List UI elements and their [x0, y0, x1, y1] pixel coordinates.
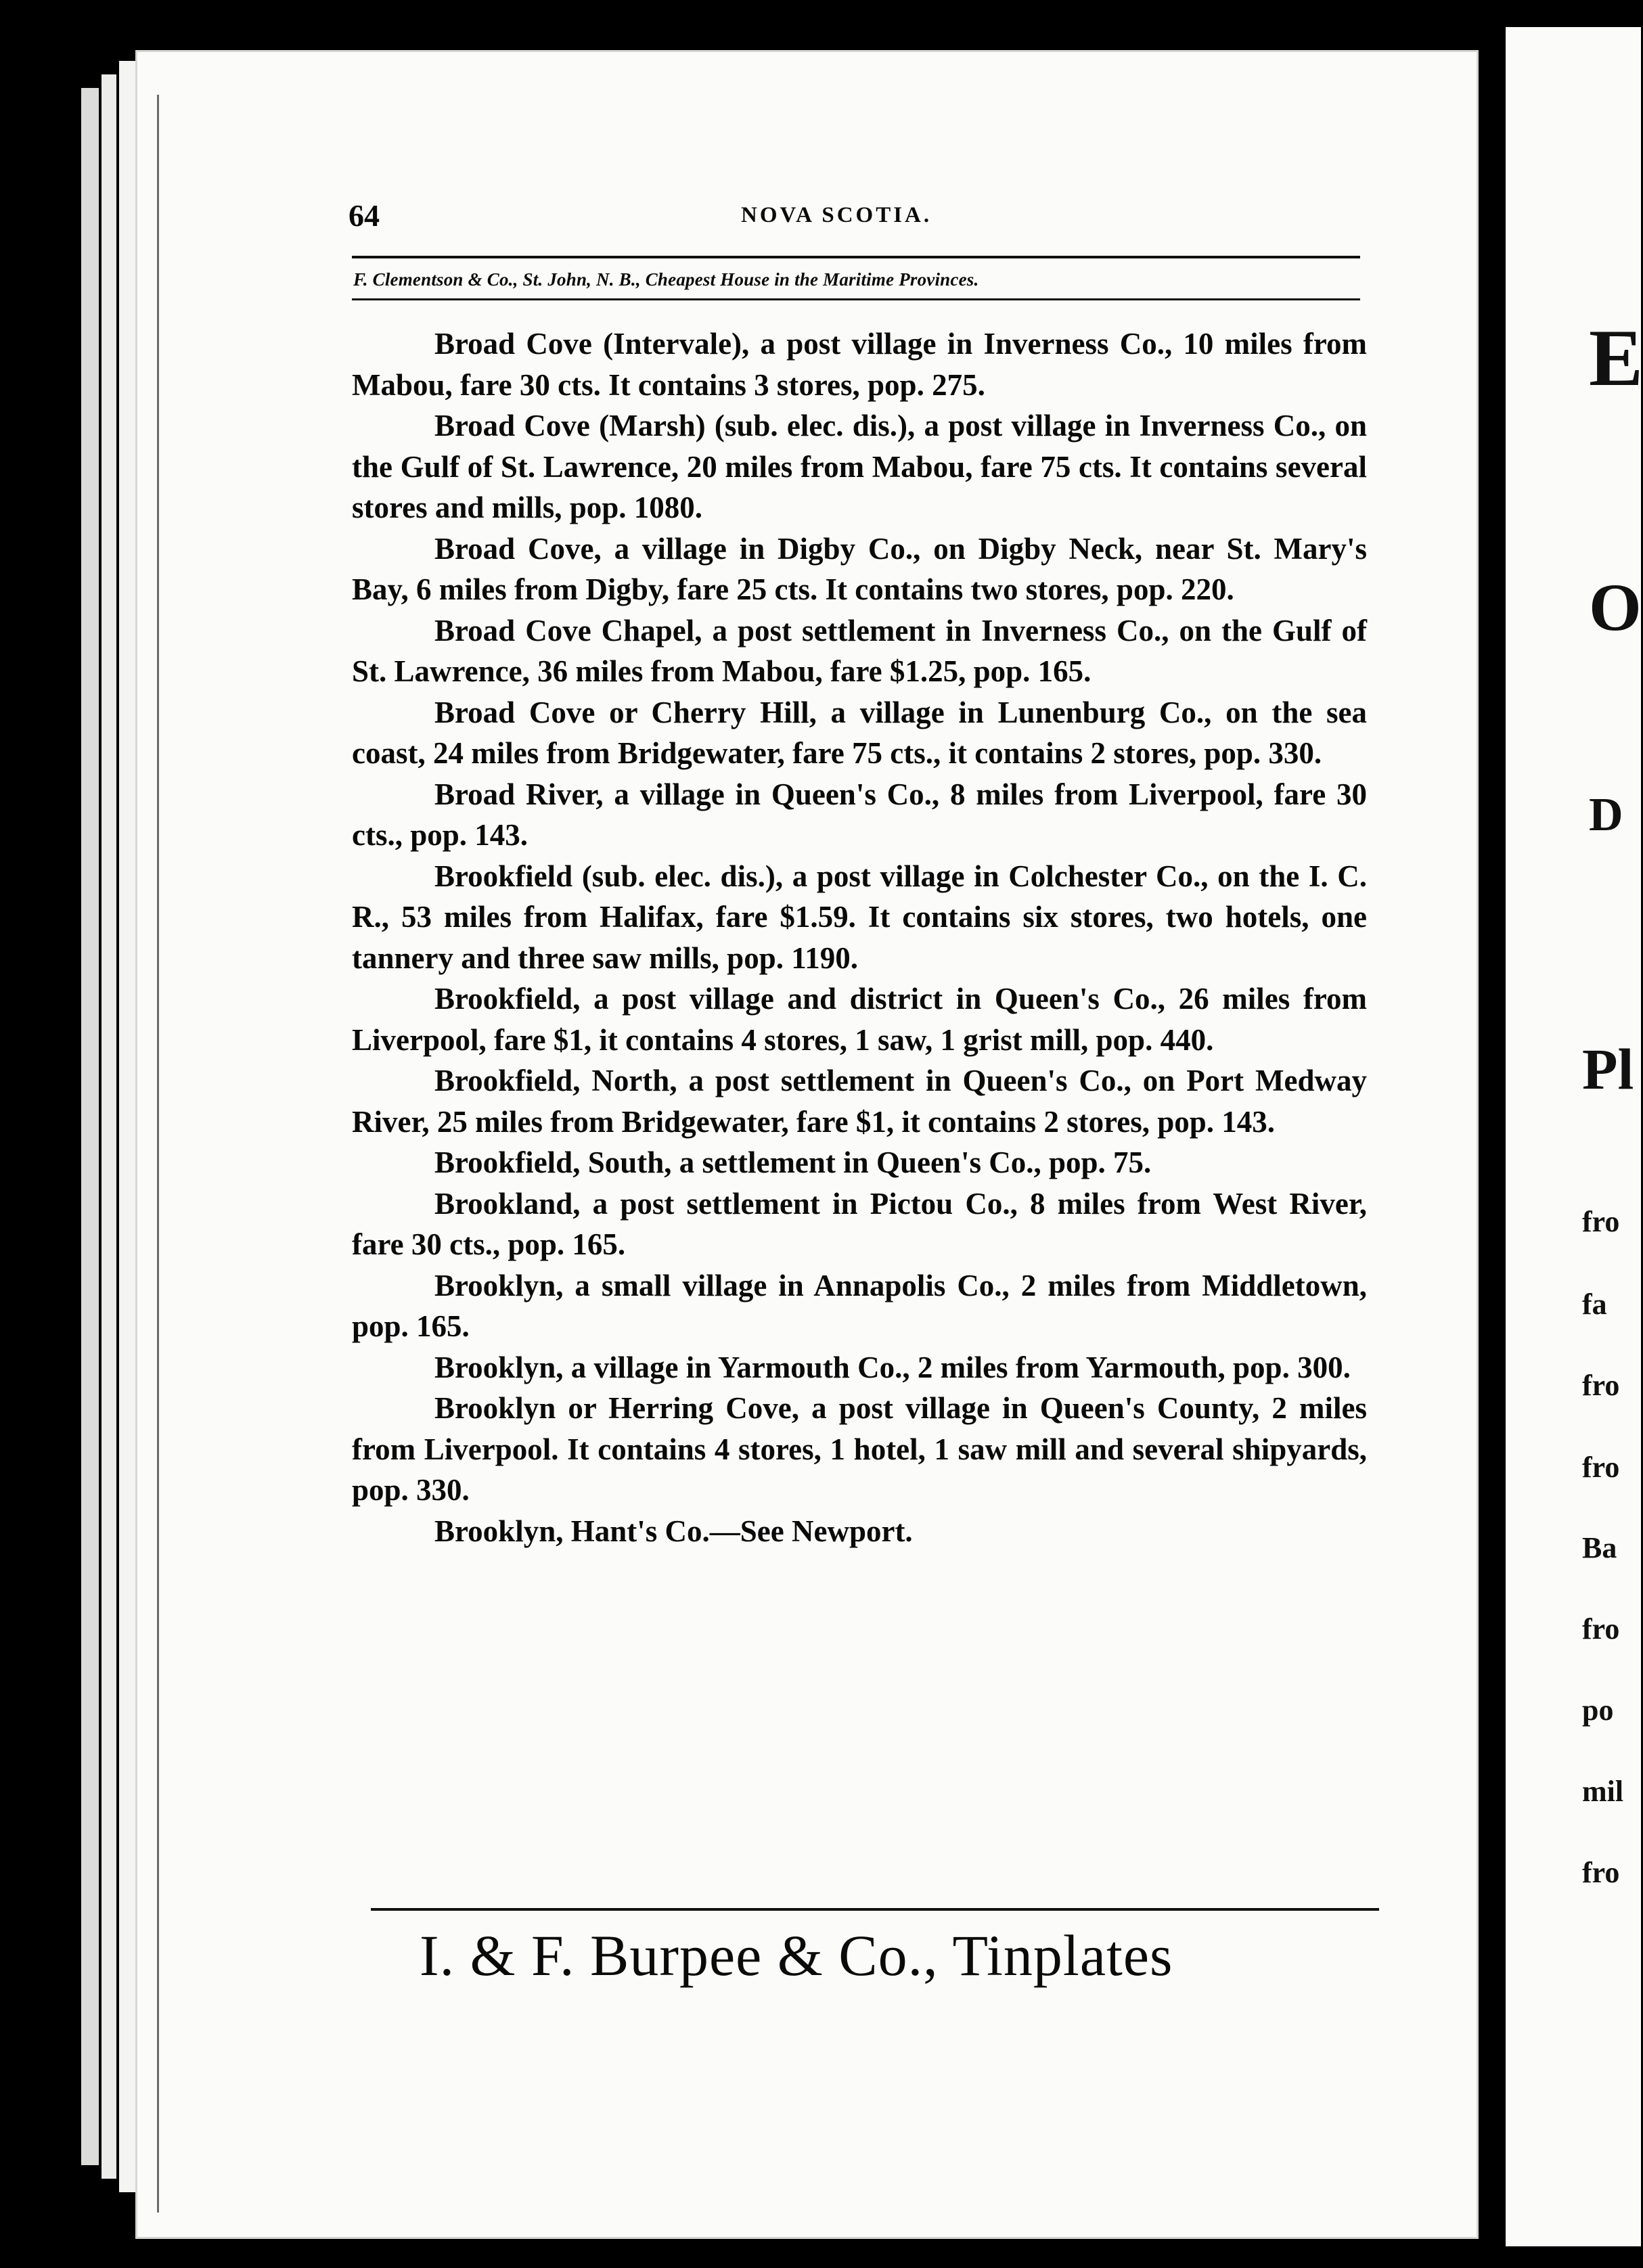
running-head [348, 198, 1360, 245]
page-border-line [157, 95, 166, 2213]
section-title: NOVA SCOTIA. [741, 203, 932, 227]
page-number: 64 [348, 198, 380, 233]
right-page-fragment: O [1589, 570, 1642, 645]
gazetteer-entry: Broad Cove, a village in Digby Co., on Digby Neck, near St. Mary's Bay, 6 miles from Digby, fare 25 cts. It contains two stores, pop. 220. [352, 531, 1367, 606]
right-page-fragment: Ba [1582, 1531, 1617, 1564]
gazetteer-entry: Broad River, a village in Queen's Co., 8 miles from Liverpool, fare 30 cts., pop. 143. [352, 777, 1367, 852]
header-rule [352, 298, 1360, 300]
header-rule [352, 256, 1360, 258]
gazetteer-entry: Brookfield, North, a post settlement in Queen's Co., on Port Medway River, 25 miles from Bridgewater, fare $1, it contains 2 stores, pop. 143. [352, 1064, 1367, 1139]
page-edge [81, 88, 99, 2165]
right-page-fragment: po [1582, 1694, 1614, 1727]
right-page-fragment: fro [1582, 1369, 1620, 1402]
right-page-fragment: Pl [1582, 1037, 1634, 1102]
book-gutter [1479, 41, 1506, 2246]
gazetteer-entry: Brookland, a post settlement in Pictou Co., 8 miles from West River, fare 30 cts., pop. 165. [352, 1186, 1367, 1261]
right-page-fragment: E [1589, 313, 1643, 403]
footer-advert: I. & F. Burpee & Co., Tinplates [420, 1923, 1173, 1988]
page-edge [102, 74, 116, 2179]
right-page-fragment: D [1589, 789, 1623, 841]
gazetteer-entry: Broad Cove (Marsh) (sub. elec. dis.), a post village in Inverness Co., on the Gulf of St. Lawrence, 20 miles from Mabou, fare 75 cts. It contains several stores and mills, pop. 1080. [352, 409, 1367, 524]
right-page-fragment: fro [1582, 1856, 1620, 1889]
gazetteer-entry: Brookfield, South, a settlement in Queen's Co., pop. 75. [434, 1146, 1152, 1179]
gazetteer-entry: Broad Cove or Cherry Hill, a village in Lunenburg Co., on the sea coast, 24 miles from Bridgewater, fare 75 cts., it contains 2 stores, pop. 330. [352, 695, 1367, 770]
footer-rule [371, 1908, 1379, 1911]
gazetteer-entry: Brooklyn, a small village in Annapolis Co., 2 miles from Middletown, pop. 165. [352, 1268, 1367, 1343]
gazetteer-entry: Brooklyn or Herring Cove, a post village in Queen's County, 2 miles from Liverpool. It contains 4 stores, 1 hotel, 1 saw mill and several shipyards, pop. 330. [352, 1391, 1367, 1507]
gazetteer-entry: Brooklyn, Hant's Co.—See Newport. [434, 1514, 913, 1548]
right-page-fragment: fro [1582, 1451, 1620, 1484]
right-page-fragment: fro [1582, 1612, 1620, 1646]
gazetteer-entry: Brookfield (sub. elec. dis.), a post village in Colchester Co., on the I. C. R., 53 miles from Halifax, fare $1.59. It contains six stores, two hotels, one tannery and three saw mills, pop. 1190. [352, 859, 1367, 975]
gazetteer-entries [352, 323, 1367, 1551]
right-page-fragment: mil [1582, 1775, 1624, 1808]
gazetteer-entry: Brookfield, a post village and district in Queen's Co., 26 miles from Liverpool, fare $1, it contains 4 stores, 1 saw, 1 grist mill, pop. 440. [352, 982, 1367, 1057]
page-edge [119, 61, 135, 2192]
header-advert: F. Clementson & Co., St. John, N. B., Cheapest House in the Maritime Provinces. [353, 269, 979, 290]
gazetteer-entry: Broad Cove Chapel, a post settlement in Inverness Co., on the Gulf of St. Lawrence, 36 miles from Mabou, fare $1.25, pop. 165. [352, 613, 1367, 688]
right-page-fragment: fa [1582, 1288, 1607, 1321]
gazetteer-entry: Brooklyn, a village in Yarmouth Co., 2 miles from Yarmouth, pop. 300. [434, 1350, 1351, 1384]
right-page-fragment: fro [1582, 1205, 1620, 1238]
gazetteer-entry: Broad Cove (Intervale), a post village in Inverness Co., 10 miles from Mabou, fare 30 cts. It contains 3 stores, pop. 275. [352, 327, 1367, 402]
